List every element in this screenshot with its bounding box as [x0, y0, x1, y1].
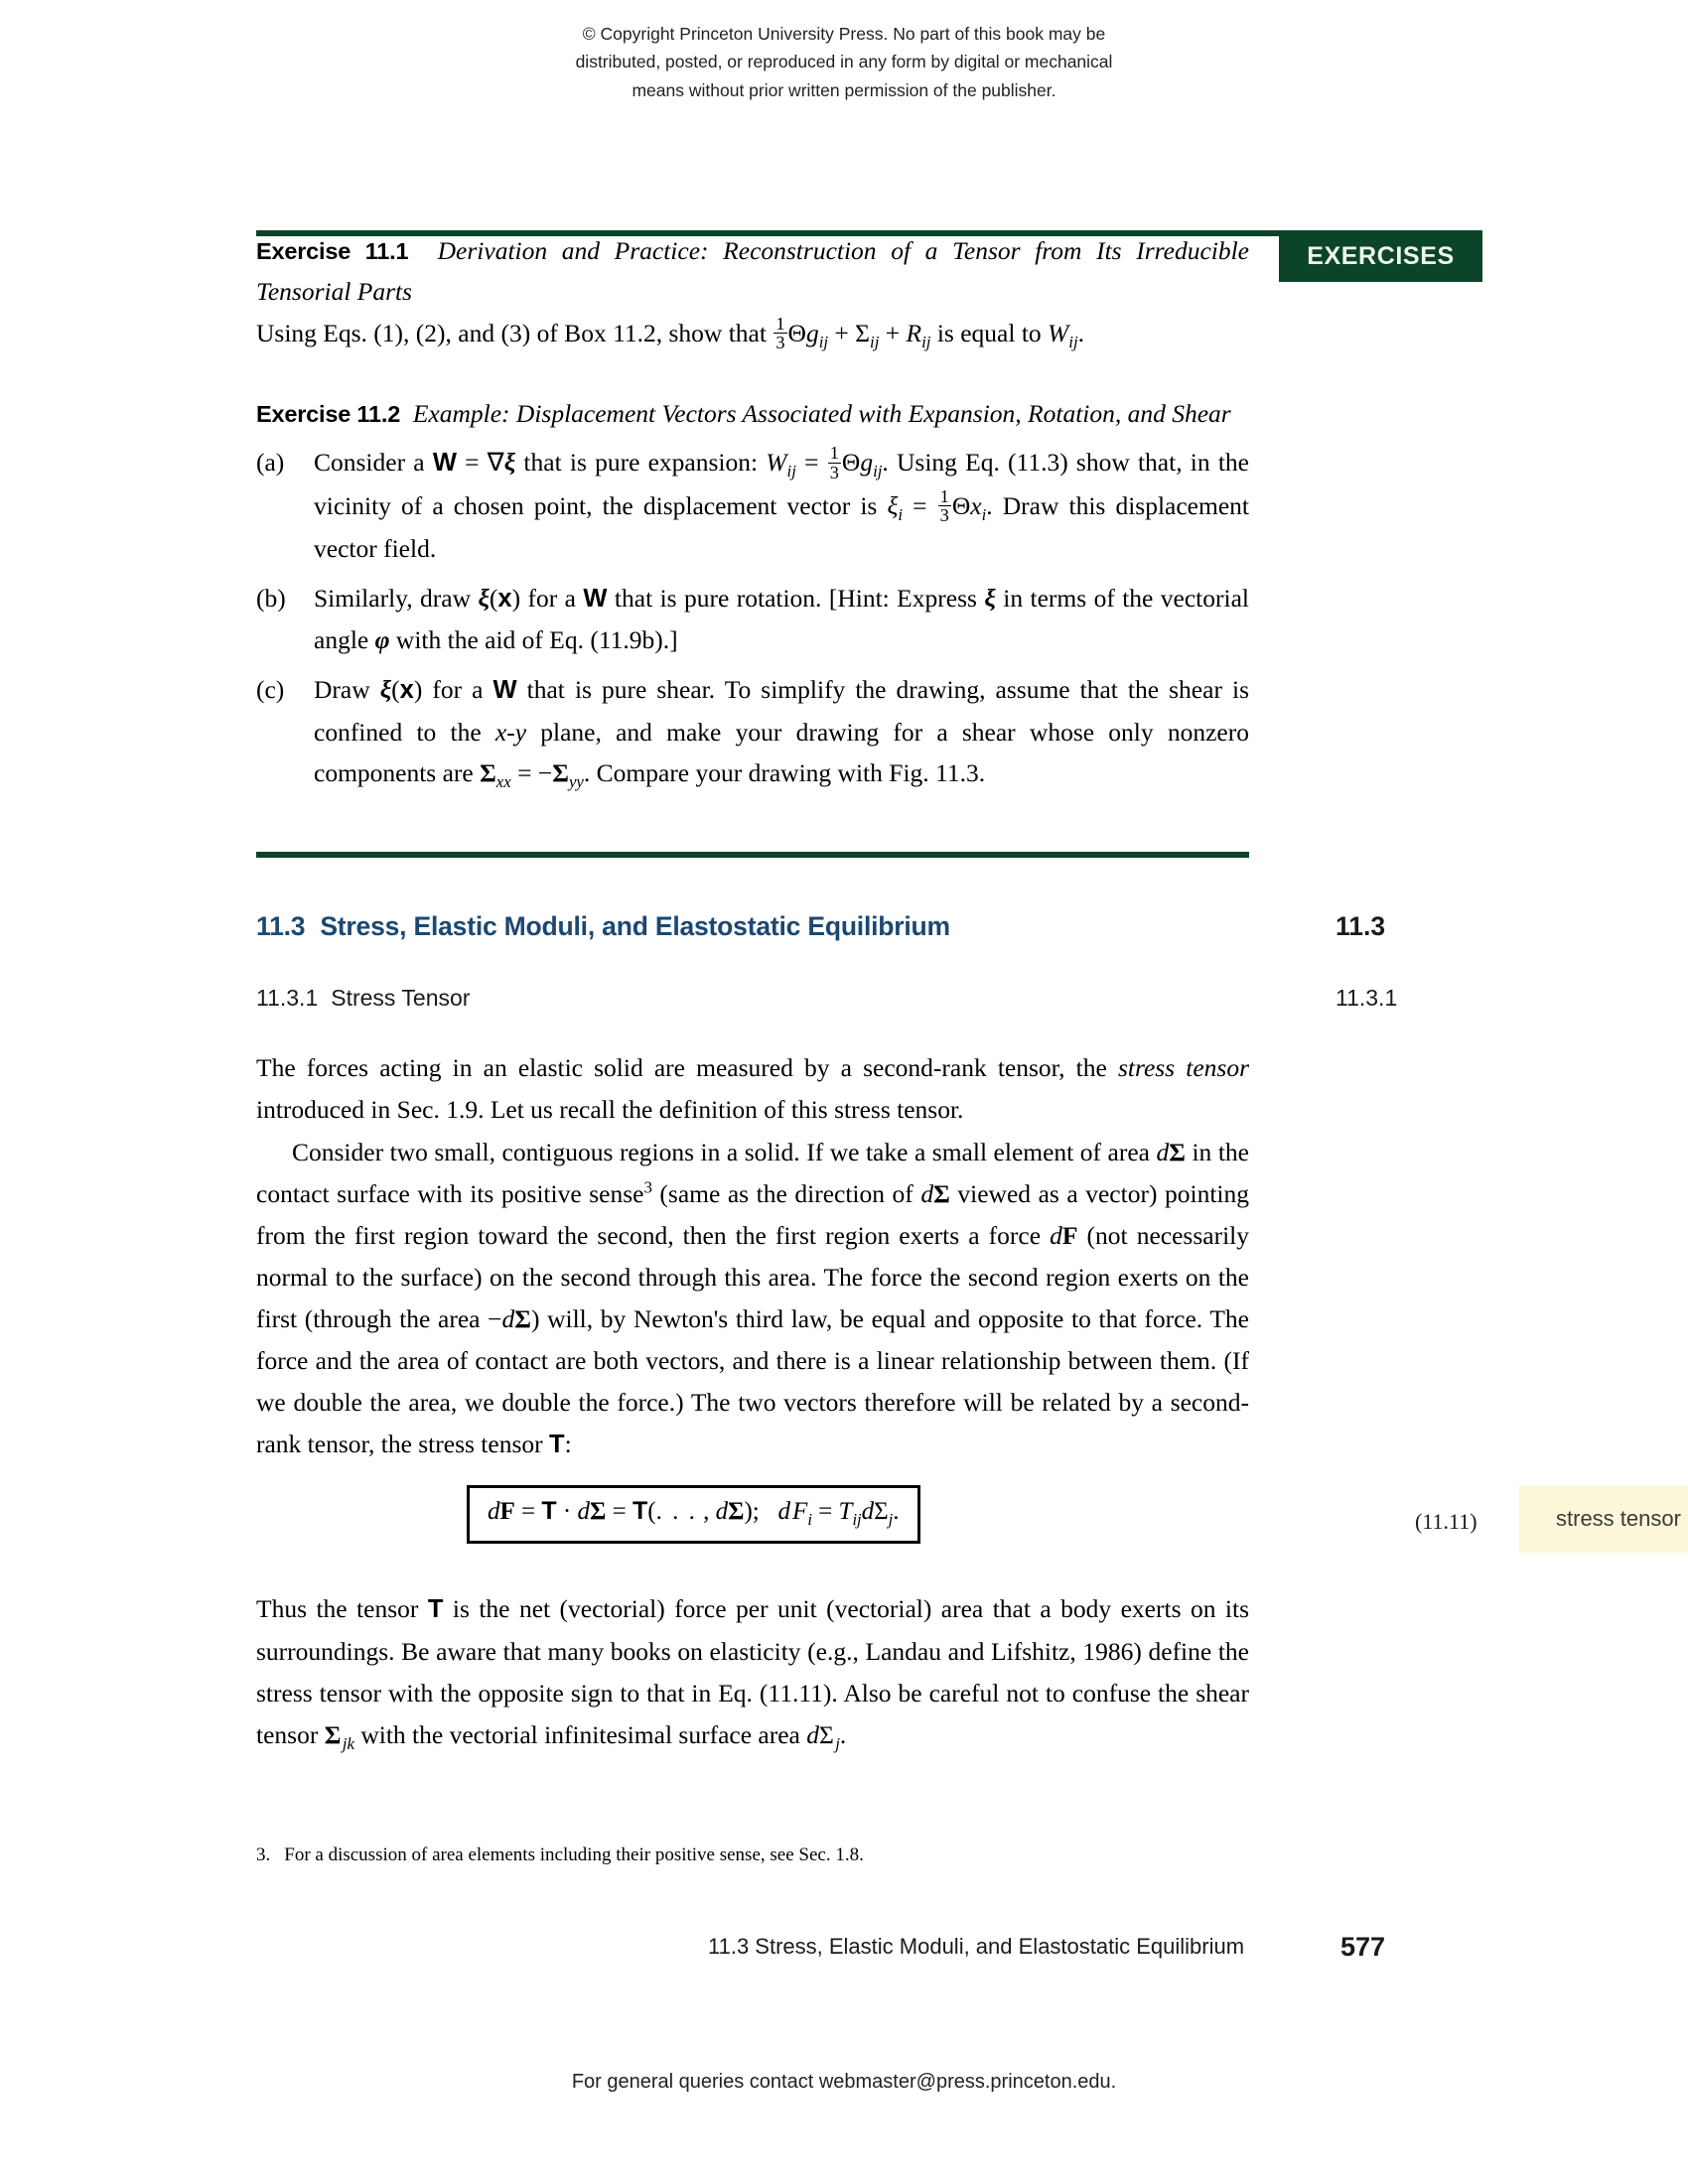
footnote-text: For a discussion of area elements including their positive sense, see Sec. 1.8.	[284, 1844, 864, 1865]
exercise-11-1-heading	[256, 230, 1249, 313]
exercise-11-2-heading	[256, 393, 1249, 434]
general-queries-line: For general queries contact webmaster@press.princeton.edu.	[571, 2071, 1117, 2093]
section-heading	[256, 911, 1249, 942]
copyright-line-1: © Copyright Princeton University Press. No part of this book may be	[582, 24, 1106, 44]
copyright-notice	[0, 20, 1688, 104]
list-item-label: (b)	[256, 583, 286, 613]
subsection-number: 11.3.1	[256, 985, 319, 1011]
list-item: (b) Similarly, draw ξ(x) for a W that is pure rotation. [Hint: Express ξ in terms of the vectorial angle φ with the aid of Eq. (11.9b).]	[256, 578, 1249, 661]
paragraph-stress-tensor-intro	[256, 1047, 1249, 1131]
emphasis-stress-tensor: stress tensor	[1117, 1053, 1249, 1082]
equation-number: (11.11)	[1415, 1509, 1477, 1534]
copyright-line-2: distributed, posted, or reproduced in any form by digital or mechanical	[575, 52, 1113, 72]
section-title: Stress, Elastic Moduli, and Elastostatic Equilibrium	[320, 911, 950, 941]
exercises-block	[256, 230, 1249, 796]
list-item: (c) Draw ξ(x) for a W that is pure shear. To simplify the drawing, assume that the shear is confined to the x-y plane, and make your drawing for a shear whose only nonzero components are $\Sigma_{xx} = -\Sigma_{yy}$. Compare your drawing with Fig. 11.3.	[256, 669, 1249, 796]
paragraph-tensor-discussion	[256, 1588, 1249, 1758]
footer-running-title: 11.3 Stress, Elastic Moduli, and Elastostatic Equilibrium	[708, 1934, 1245, 1959]
paragraph-text: Consider two small, contiguous regions in a solid. If we take a small element of area dΣ in the contact surface with its positive sense$^3$ (same as the direction of dΣ viewed as a vector) pointing from the first region toward the second, then the first region exerts a force dF (not necessarily normal to the surface) on the second through this area. The force the second region exerts on the first (through the area −dΣ) will, by Newton's third law, be equal and opposite to that force. The force and the area of contact are both vectors, and there is a linear relationship between them. (If we double the area, we double the force.) The two vectors therefore will be related by a second-rank tensor, the stress tensor T:	[256, 1138, 1250, 1458]
exercises-badge-label: EXERCISES	[1307, 241, 1455, 270]
exercises-bottom-rule	[256, 852, 1249, 858]
copyright-line-3: means without prior written permission of the publisher.	[632, 79, 1056, 100]
paragraph-contiguous-regions	[256, 1132, 1249, 1466]
subsection-heading	[256, 985, 1249, 1012]
exercise-11-2-list	[256, 442, 1249, 795]
paragraph-text: The forces acting in an elastic solid are measured by a second-rank tensor, the stress tensor introduced in Sec. 1.9. Let us recall the definition of this stress tensor.	[256, 1053, 1249, 1124]
section-margin-number: 11.3	[1336, 911, 1386, 941]
subsection-title: Stress Tensor	[331, 985, 471, 1011]
exercises-badge	[1279, 230, 1482, 282]
footnote-number: 3.	[256, 1844, 271, 1865]
footer-page-number: 577	[1340, 1932, 1386, 1962]
margin-note-stress-tensor	[1519, 1485, 1688, 1553]
paragraph-text: Thus the tensor T is the net (vectorial) force per unit (vectorial) area that a body exerts on its surroundings. Be aware that many books on elasticity (e.g., Landau and Lifshitz, 1986) define the stress tensor with the opposite sign to that in Eq. (11.11). Also be careful not to confuse the shear tensor Σ $_{jk}$ with the vectorial infinitesimal surface area dΣ $_j$.	[256, 1594, 1249, 1753]
equation-row	[256, 1485, 1681, 1565]
list-item: (a) Consider a W = ∇ξ that is pure expansion: $W_{ij}$ = $\frac{1}{3}$ $\Theta g_{ij}$. Using Eq. (11.3) show that, in the vicinity of a chosen point, the displacement vector is $\xi_i$ = $\frac{1}{3}$ $\Theta x_i$. Draw this displacement vector field.	[256, 443, 1249, 564]
exercise-11-1-title: Derivation and Practice: Reconstruction of a Tensor from Its Irreducible Tensorial Parts	[256, 236, 1250, 307]
exercise-11-2-title: Example: Displacement Vectors Associated with Expansion, Rotation, and Shear	[412, 398, 1231, 428]
equation-box: dF = T · dΣ = T(. . . , dΣ); d $F_i = T_{ij}d\Sigma_j$.	[467, 1485, 920, 1544]
section-number: 11.3	[256, 911, 306, 941]
footnote	[256, 1842, 1249, 1870]
exercise-11-1-number: Exercise 11.1	[256, 238, 409, 264]
margin-note-label: stress tensor	[1556, 1506, 1681, 1531]
list-item-label: (a)	[256, 448, 285, 478]
exercise-11-2-number: Exercise 11.2	[256, 400, 401, 427]
list-item-label: (c)	[256, 674, 285, 704]
exercise-11-1-body: Using Eqs. (1), (2), and (3) of Box 11.2, show that $\frac{1}{3}$ $\Theta g_{ij} + \Sigma_{ij} + R_{ij}$ is equal to $W_{ij}$.	[256, 313, 1085, 353]
subsection-margin-number: 11.3.1	[1336, 985, 1398, 1011]
